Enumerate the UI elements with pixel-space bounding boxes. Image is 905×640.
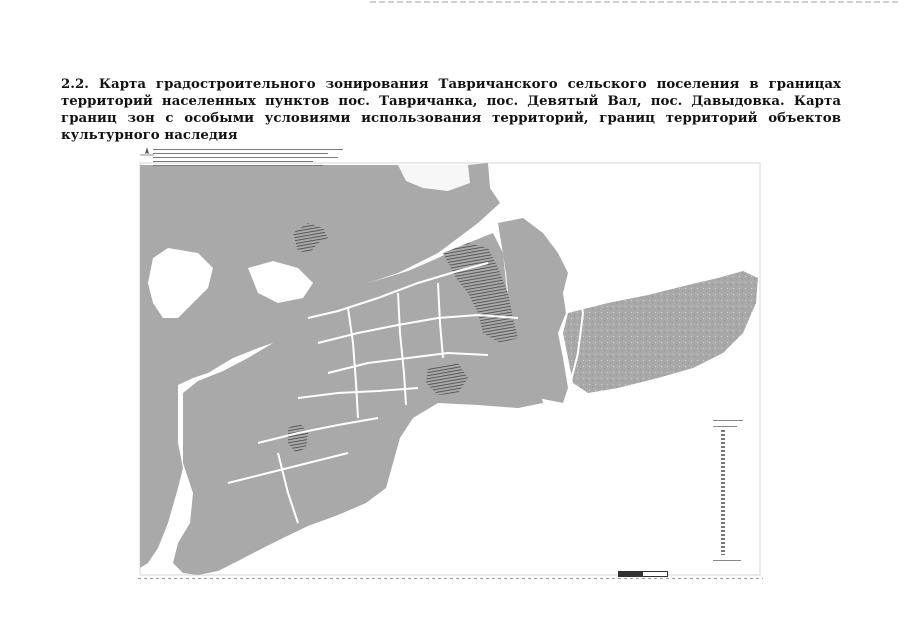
north-arrow-icon <box>140 147 154 161</box>
map-canvas <box>138 143 763 583</box>
land-area-east-peninsula <box>563 271 758 393</box>
zoning-map <box>138 143 763 583</box>
note-line <box>153 157 338 158</box>
legend-rule <box>713 420 743 421</box>
note-line <box>153 165 323 166</box>
legend-vertical-text <box>721 430 725 555</box>
note-line <box>153 161 313 162</box>
page-top-dotted-rule <box>370 1 900 3</box>
legend-rule <box>713 560 741 561</box>
map-inset-notes <box>153 149 353 169</box>
note-line <box>153 153 328 154</box>
legend-rule <box>713 426 737 427</box>
side-legend <box>713 420 743 570</box>
page-heading: 2.2. Карта градостроительного зонирования Тавричанского сельского поселения в границах территорий населенных пунктов пос. Тавричанка, пос. Девятый Вал, пос. Давыдовка. Карта границ зон с особыми условиями использования территорий, границ территорий объектов культурного наследия <box>61 77 841 143</box>
map-bottom-rule <box>138 578 763 579</box>
note-line <box>153 149 343 150</box>
scale-bar <box>618 571 668 577</box>
